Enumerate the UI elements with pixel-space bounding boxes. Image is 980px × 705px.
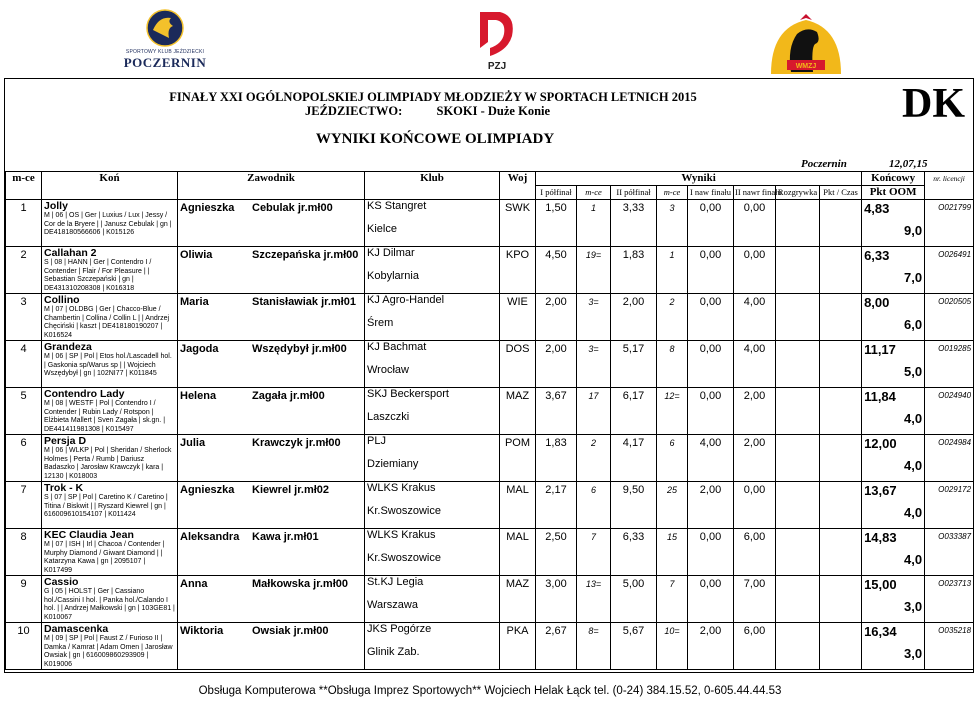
horse-details: M | 06 | SP | Pol | Etos hol./Lascadell hol. | Gaskonia sp/Warus sp | | Wojciech Wszędybył | gn | 102NI77 | K011845 <box>44 353 172 378</box>
footer-credit: Obsługa Komputerowa **Obsługa Imprez Sportowych** Wojciech Helak Łąck tel. (0-24) 384.15.52, 0-605.44.44.53 <box>198 685 782 697</box>
sub-points-time: Pkt / Czas <box>820 186 862 200</box>
horse-name: Persja D <box>44 435 87 447</box>
oom-points: 3,0 <box>904 646 923 661</box>
rider-last-name: Zagała jr.mł00 <box>252 390 325 402</box>
semi2-cell: 5,67 <box>611 623 657 670</box>
wmzj-text: WMZJ <box>795 63 817 70</box>
results-table <box>5 171 974 670</box>
total-score: 15,00 <box>864 577 897 592</box>
final2-cell: 4,00 <box>734 294 776 341</box>
final-score-cell <box>862 388 925 435</box>
table-row <box>6 294 974 341</box>
semi2-cell: 5,17 <box>611 341 657 388</box>
horse-cell <box>42 200 178 247</box>
jumpoff-cell <box>776 576 820 623</box>
oom-points: 4,0 <box>904 505 923 520</box>
col-woj: Woj <box>500 172 536 200</box>
rider-last-name: Szczepańska jr.mł00 <box>252 249 359 261</box>
horse-name: Damascenka <box>44 623 109 635</box>
woj-cell: WIE <box>500 294 536 341</box>
semi2-cell: 6,17 <box>611 388 657 435</box>
table-row <box>6 576 974 623</box>
woj-cell: PKA <box>500 623 536 670</box>
horse-details: M | 08 | WESTF | Pol | Contendro I / Contender | Rubin Lady / Rotspon | Elżbieta Mallert | Sven Zagała | sk.gn. | DE441411981308 | K015497 <box>44 400 166 433</box>
horse-name: KEC Claudia Jean <box>44 529 134 541</box>
final1-cell: 0,00 <box>688 529 734 576</box>
semi1-place-cell: 2 <box>577 435 611 482</box>
rider-first-name: Oliwia <box>180 249 213 261</box>
rider-cell <box>178 388 365 435</box>
oom-points: 4,0 <box>904 552 923 567</box>
final1-cell: 0,00 <box>688 294 734 341</box>
semi2-cell: 6,33 <box>611 529 657 576</box>
sub-final2: II nawr finału <box>734 186 776 200</box>
place-cell: 9 <box>6 576 42 623</box>
semi1-cell: 3,00 <box>536 576 577 623</box>
semi1-cell: 2,67 <box>536 623 577 670</box>
woj-cell: SWK <box>500 200 536 247</box>
semi1-cell: 4,50 <box>536 247 577 294</box>
oom-points: 4,0 <box>904 458 923 473</box>
points-time-cell <box>820 623 862 670</box>
points-time-cell <box>820 482 862 529</box>
horse-details: S | 07 | SP | Pol | Caretino K / Caretino | Titina / Biskwit | | Ryszard Kiewrel | gn | 616009610154107 | K011424 <box>44 494 168 519</box>
place-cell: 2 <box>6 247 42 294</box>
final2-cell: 2,00 <box>734 435 776 482</box>
jumpoff-cell <box>776 482 820 529</box>
points-time-cell <box>820 388 862 435</box>
club-cell <box>365 200 500 247</box>
rider-first-name: Anna <box>180 578 208 590</box>
table-row <box>6 435 974 482</box>
semi1-place-cell: 19= <box>577 247 611 294</box>
horse-details: G | 05 | HOLST | Ger | Cassiano hol./Cassini I hol. | Panka hol./Calando I hol. | | Andrzej Małkowski | gn | 103GE81 | K010067 <box>44 588 175 621</box>
club-city: Dziemiany <box>367 458 419 470</box>
horse-cell <box>42 529 178 576</box>
final-score-cell <box>862 482 925 529</box>
semi2-place-cell: 25 <box>657 482 688 529</box>
jumpoff-cell <box>776 623 820 670</box>
license-cell: O019285 <box>925 341 974 388</box>
semi1-place-cell: 3= <box>577 341 611 388</box>
place-cell: 4 <box>6 341 42 388</box>
col-horse: Koń <box>42 172 178 200</box>
rider-first-name: Agnieszka <box>180 484 235 496</box>
rider-last-name: Cebulak jr.mł00 <box>252 202 333 214</box>
woj-cell: POM <box>500 435 536 482</box>
discipline-label: JEŹDZIECTWO: <box>305 104 403 118</box>
club-city: Wrocław <box>367 364 409 376</box>
final2-cell: 0,00 <box>734 200 776 247</box>
place-cell: 5 <box>6 388 42 435</box>
jumpoff-cell <box>776 388 820 435</box>
points-time-cell <box>820 200 862 247</box>
total-score: 13,67 <box>864 483 897 498</box>
total-score: 14,83 <box>864 530 897 545</box>
semi2-place-cell: 8 <box>657 341 688 388</box>
club-name: WLKS Krakus <box>367 482 436 494</box>
semi2-place-cell: 10= <box>657 623 688 670</box>
rider-cell <box>178 623 365 670</box>
oom-points: 5,0 <box>904 364 923 379</box>
total-score: 11,17 <box>864 342 896 357</box>
final1-cell: 0,00 <box>688 341 734 388</box>
rider-cell <box>178 200 365 247</box>
club-city: Kielce <box>367 223 397 235</box>
sub-place1: m-ce <box>577 186 611 200</box>
rider-last-name: Kiewrel jr.mł02 <box>252 484 330 496</box>
wmzj-logo <box>767 8 845 76</box>
horse-cell <box>42 294 178 341</box>
place-cell: 10 <box>6 623 42 670</box>
semi2-place-cell: 7 <box>657 576 688 623</box>
wmzj-horse-icon <box>767 8 845 76</box>
semi2-cell: 5,00 <box>611 576 657 623</box>
club-name: KJ Agro-Handel <box>367 294 445 306</box>
total-score: 11,84 <box>864 389 896 404</box>
pzj-text: PZJ <box>487 61 507 72</box>
horse-details: M | 07 | OLDBG | Ger | Chacco-Blue / Chambertin | Collina / Collin L | | Andrzej Chęciński | kaszt | DE418180190207 | K016524 <box>44 306 170 339</box>
club-city: Laszczki <box>367 411 410 423</box>
col-mce: m-ce <box>6 172 42 200</box>
semi2-cell: 9,50 <box>611 482 657 529</box>
semi1-place-cell: 17 <box>577 388 611 435</box>
col-results: Wyniki <box>536 172 862 186</box>
final-score-cell <box>862 435 925 482</box>
semi2-place-cell: 15 <box>657 529 688 576</box>
total-score: 8,00 <box>864 295 890 310</box>
jumpoff-cell <box>776 200 820 247</box>
club-city: Kr.Swoszowice <box>367 505 441 517</box>
club-cell <box>365 247 500 294</box>
rider-last-name: Wszędybył jr.mł00 <box>252 343 347 355</box>
pzj-mark-icon <box>472 8 522 72</box>
club-cell <box>365 435 500 482</box>
final-score-cell <box>862 576 925 623</box>
final-score-cell <box>862 623 925 670</box>
final-score-cell <box>862 341 925 388</box>
club-cell <box>365 482 500 529</box>
rider-first-name: Jagoda <box>180 343 219 355</box>
points-time-cell <box>820 247 862 294</box>
horse-cell <box>42 341 178 388</box>
points-time-cell <box>820 341 862 388</box>
semi1-cell: 1,50 <box>536 200 577 247</box>
logo-small-text: SPORTOWY KLUB JEŹDZIECKI <box>125 49 205 55</box>
oom-points: 6,0 <box>904 317 923 332</box>
rider-cell <box>178 341 365 388</box>
final1-cell: 0,00 <box>688 576 734 623</box>
table-row <box>6 623 974 670</box>
semi1-cell: 2,50 <box>536 529 577 576</box>
rider-last-name: Owsiak jr.mł00 <box>252 625 329 637</box>
club-cell <box>365 623 500 670</box>
final2-cell: 6,00 <box>734 623 776 670</box>
club-name: PLJ <box>367 435 386 447</box>
club-city: Glinik Zab. <box>367 646 420 658</box>
club-cell <box>365 294 500 341</box>
points-time-cell <box>820 576 862 623</box>
horse-details: M | 06 | WLKP | Pol | Sheridan / Sherlock Holmes | Perta / Rumb | Dariusz Badaszko | Jarosław Krawczyk | kara | 12130 | K018003 <box>44 447 172 480</box>
semi1-place-cell: 1 <box>577 200 611 247</box>
semi1-cell: 2,17 <box>536 482 577 529</box>
license-cell: O023713 <box>925 576 974 623</box>
total-score: 12,00 <box>864 436 897 451</box>
horse-name: Jolly <box>44 200 68 212</box>
horse-cell <box>42 576 178 623</box>
horse-name: Callahan 2 <box>44 247 97 259</box>
license-cell: O033387 <box>925 529 974 576</box>
semi2-place-cell: 12= <box>657 388 688 435</box>
table-row <box>6 529 974 576</box>
semi1-place-cell: 13= <box>577 576 611 623</box>
club-city: Warszawa <box>367 599 418 611</box>
club-name: WLKS Krakus <box>367 529 436 541</box>
discipline-line <box>305 104 550 119</box>
semi1-place-cell: 7 <box>577 529 611 576</box>
final-score-cell <box>862 294 925 341</box>
horse-emblem-icon <box>145 8 185 48</box>
horse-details: S | 08 | HANN | Ger | Contendro I / Contender | Flair / For Pleasure | | Sebastian Szczepański | gn | DE431310208308 | K016318 <box>44 259 152 292</box>
sub-semi2: II półfinał <box>611 186 657 200</box>
competition-name: SKOKI - Duże Konie <box>436 104 551 118</box>
logo-bar <box>0 0 980 78</box>
semi1-cell: 1,83 <box>536 435 577 482</box>
woj-cell: KPO <box>500 247 536 294</box>
horse-cell <box>42 435 178 482</box>
semi1-place-cell: 8= <box>577 623 611 670</box>
sub-semi1: I półfinał <box>536 186 577 200</box>
woj-cell: MAL <box>500 529 536 576</box>
club-city: Śrem <box>367 317 394 329</box>
poczernin-logo <box>110 8 220 76</box>
jumpoff-cell <box>776 247 820 294</box>
semi1-cell: 2,00 <box>536 294 577 341</box>
club-name: KS Stangret <box>367 200 427 212</box>
table-header-row <box>6 172 974 186</box>
license-cell: O021799 <box>925 200 974 247</box>
final1-cell: 2,00 <box>688 482 734 529</box>
rider-first-name: Aleksandra <box>180 531 240 543</box>
horse-cell <box>42 482 178 529</box>
semi2-cell: 4,17 <box>611 435 657 482</box>
semi1-cell: 3,67 <box>536 388 577 435</box>
license-cell: O024940 <box>925 388 974 435</box>
horse-cell <box>42 623 178 670</box>
sub-jumpoff: Rozgrywka <box>776 186 820 200</box>
event-date: 12,07,15 <box>889 158 928 170</box>
final2-cell: 0,00 <box>734 482 776 529</box>
rider-cell <box>178 435 365 482</box>
final1-cell: 0,00 <box>688 200 734 247</box>
rider-first-name: Helena <box>180 390 217 402</box>
license-cell: O026491 <box>925 247 974 294</box>
woj-cell: DOS <box>500 341 536 388</box>
license-cell: O024984 <box>925 435 974 482</box>
document-subtitle: WYNIKI KOŃCOWE OLIMPIADY <box>315 131 555 147</box>
points-time-cell <box>820 529 862 576</box>
jumpoff-cell <box>776 529 820 576</box>
rider-first-name: Agnieszka <box>180 202 235 214</box>
club-name: KJ Dilmar <box>367 247 415 259</box>
horse-name: Cassio <box>44 576 79 588</box>
rider-cell <box>178 247 365 294</box>
horse-name: Grandeza <box>44 341 92 353</box>
woj-cell: MAZ <box>500 388 536 435</box>
club-city: Kobylarnia <box>367 270 419 282</box>
col-oom: Pkt OOM <box>862 186 925 200</box>
results-document <box>4 78 974 673</box>
semi2-place-cell: 2 <box>657 294 688 341</box>
club-name: KJ Bachmat <box>367 341 427 353</box>
horse-cell <box>42 388 178 435</box>
license-cell: O029172 <box>925 482 974 529</box>
rider-cell <box>178 482 365 529</box>
final1-cell: 0,00 <box>688 247 734 294</box>
total-score: 16,34 <box>864 624 897 639</box>
license-cell: O020505 <box>925 294 974 341</box>
jumpoff-cell <box>776 341 820 388</box>
final2-cell: 2,00 <box>734 388 776 435</box>
rider-last-name: Krawczyk jr.mł00 <box>252 437 341 449</box>
semi1-place-cell: 6 <box>577 482 611 529</box>
horse-details: M | 09 | SP | Pol | Faust Z / Furioso II | Damka / Kamrat | Adam Omen | Jarosław Owsiak | gn | 616009860293909 | K019006 <box>44 635 173 668</box>
results-body <box>6 200 974 670</box>
place-cell: 1 <box>6 200 42 247</box>
rider-first-name: Wiktoria <box>180 625 224 637</box>
points-time-cell <box>820 294 862 341</box>
col-rider: Zawodnik <box>178 172 365 200</box>
semi1-cell: 2,00 <box>536 341 577 388</box>
rider-first-name: Julia <box>180 437 206 449</box>
license-cell: O035218 <box>925 623 974 670</box>
rider-cell <box>178 529 365 576</box>
club-name: St.KJ Legia <box>367 576 424 588</box>
final-score-cell <box>862 247 925 294</box>
semi2-cell: 1,83 <box>611 247 657 294</box>
horse-name: Contendro Lady <box>44 388 125 400</box>
rider-last-name: Małkowska jr.mł00 <box>252 578 348 590</box>
club-cell <box>365 388 500 435</box>
place-cell: 7 <box>6 482 42 529</box>
woj-cell: MAZ <box>500 576 536 623</box>
rider-cell <box>178 576 365 623</box>
event-title: FINAŁY XXI OGÓLNOPOLSKIEJ OLIMPIADY MŁODZIEŻY W SPORTACH LETNICH 2015 <box>169 90 697 104</box>
class-code: DK <box>902 81 965 127</box>
table-row <box>6 482 974 529</box>
col-license: nr. licencji <box>925 172 974 200</box>
final1-cell: 0,00 <box>688 388 734 435</box>
col-club: Klub <box>365 172 500 200</box>
jumpoff-cell <box>776 294 820 341</box>
place-cell: 6 <box>6 435 42 482</box>
logo-big-text: POCZERNIN <box>123 55 207 70</box>
semi2-place-cell: 6 <box>657 435 688 482</box>
rider-cell <box>178 294 365 341</box>
total-score: 4,83 <box>864 201 890 216</box>
final2-cell: 4,00 <box>734 341 776 388</box>
semi2-place-cell: 3 <box>657 200 688 247</box>
semi2-place-cell: 1 <box>657 247 688 294</box>
club-city: Kr.Swoszowice <box>367 552 441 564</box>
horse-name: Trok - K <box>44 482 84 494</box>
rider-first-name: Maria <box>180 296 209 308</box>
table-row <box>6 247 974 294</box>
final-score-cell <box>862 529 925 576</box>
rider-last-name: Kawa jr.mł01 <box>252 531 319 543</box>
place-cell: 8 <box>6 529 42 576</box>
final1-cell: 4,00 <box>688 435 734 482</box>
club-name: SKJ Beckersport <box>367 388 449 400</box>
total-score: 6,33 <box>864 248 890 263</box>
horse-cell <box>42 247 178 294</box>
horse-name: Collino <box>44 294 80 306</box>
oom-points: 7,0 <box>904 270 923 285</box>
event-place: Poczernin <box>801 158 847 170</box>
club-cell <box>365 341 500 388</box>
horse-details: M | 07 | ISH | Irl | Chacoa / Contender | Murphy Diamond / Giwant Diamond | | Katarzyna Kawa | gn | 2095107 | K017499 <box>44 541 165 574</box>
pzj-logo <box>472 8 522 72</box>
table-row <box>6 200 974 247</box>
semi2-cell: 2,00 <box>611 294 657 341</box>
sub-place2: m-ce <box>657 186 688 200</box>
points-time-cell <box>820 435 862 482</box>
table-row <box>6 341 974 388</box>
club-name: JKS Pogórze <box>367 623 432 635</box>
table-row <box>6 388 974 435</box>
final-score-cell <box>862 200 925 247</box>
final2-cell: 7,00 <box>734 576 776 623</box>
jumpoff-cell <box>776 435 820 482</box>
oom-points: 9,0 <box>904 223 923 238</box>
rider-last-name: Stanisławiak jr.mł01 <box>252 296 356 308</box>
semi1-place-cell: 3= <box>577 294 611 341</box>
horse-details: M | 06 | OS | Ger | Luxius / Lux | Jessy / Cor de la Bryere | | Janusz Cebulak | gn | DE418180566606 | K015126 <box>44 212 172 237</box>
oom-points: 4,0 <box>904 411 923 426</box>
final2-cell: 6,00 <box>734 529 776 576</box>
place-cell: 3 <box>6 294 42 341</box>
sub-final1: I naw finału <box>688 186 734 200</box>
col-final: Końcowy <box>862 172 925 186</box>
woj-cell: MAL <box>500 482 536 529</box>
club-cell <box>365 576 500 623</box>
final1-cell: 2,00 <box>688 623 734 670</box>
oom-points: 3,0 <box>904 599 923 614</box>
final2-cell: 0,00 <box>734 247 776 294</box>
semi2-cell: 3,33 <box>611 200 657 247</box>
club-cell <box>365 529 500 576</box>
